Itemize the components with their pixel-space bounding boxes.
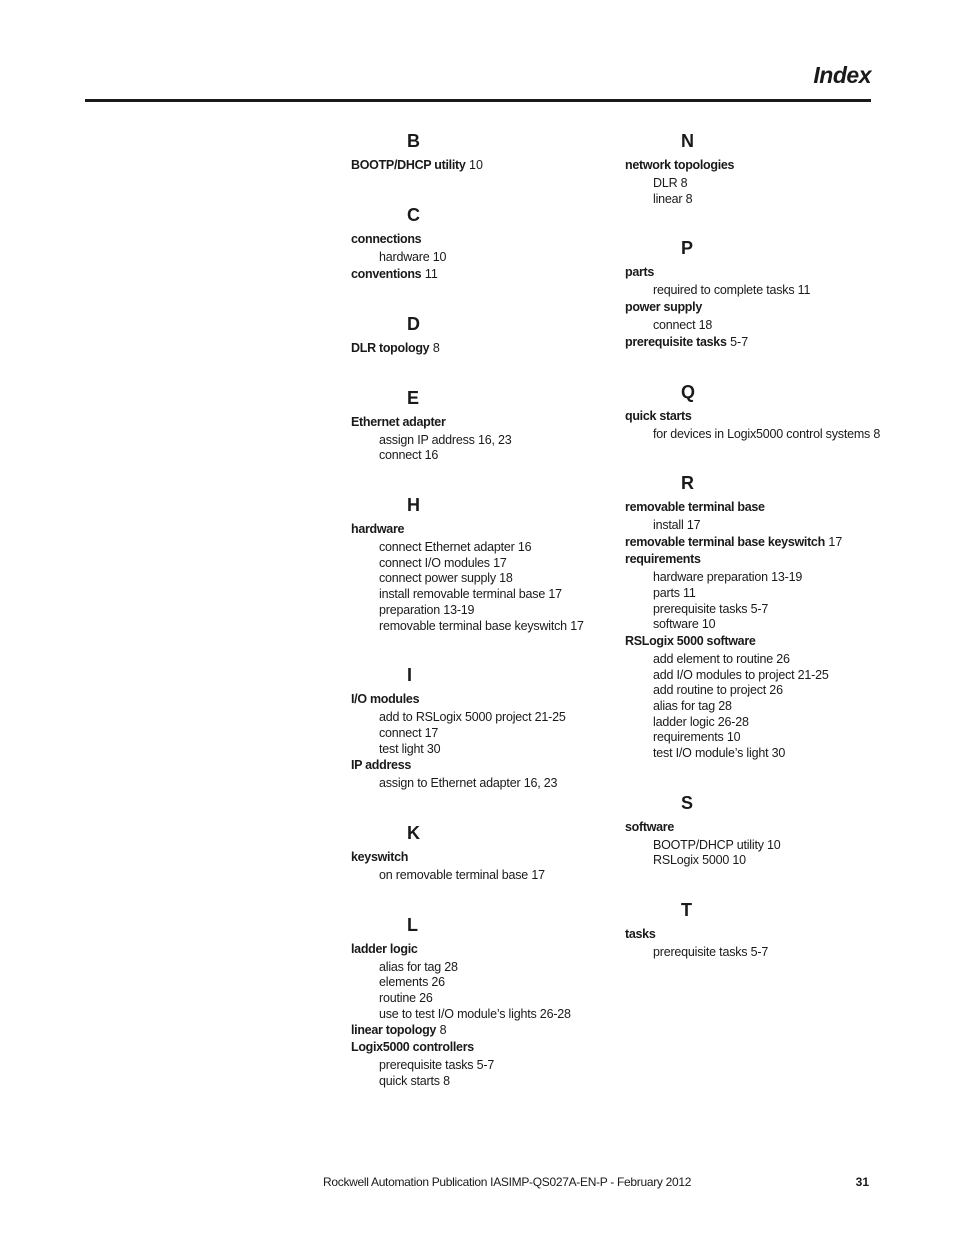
index-term: DLR topology [351,340,430,355]
index-term: hardware [351,522,405,537]
index-column-right [625,130,885,961]
index-entry [351,849,616,884]
index-term: software [625,819,675,834]
index-subentry[interactable]: connect 16 [379,448,439,463]
index-entry-head [351,414,616,431]
index-subentry[interactable]: install removable terminal base 17 [379,587,562,602]
index-term: requirements [625,552,701,567]
index-subentry-list [625,281,885,299]
section-letter: C [407,205,420,225]
index-subentry[interactable]: requirements 10 [653,730,741,745]
index-section-r [625,472,885,761]
index-subentry[interactable]: for devices in Logix5000 control systems 8 [653,426,881,441]
index-entry-head [625,499,885,516]
section-letter: K [407,822,420,843]
index-term: power supply [625,300,702,315]
index-subentry-list [625,650,885,762]
section-letter: E [407,387,420,408]
index-subentry[interactable]: routine 26 [379,991,433,1005]
section-letter: S [681,792,694,813]
index-term: network topologies [625,158,735,172]
index-subentry[interactable]: add routine to project 26 [653,683,783,698]
index-entry-head [625,299,885,316]
index-section-e [351,387,616,464]
index-entry-head [351,941,616,958]
index-subentry-list [351,958,616,1023]
index-entry [625,408,885,443]
index-entry [351,521,616,634]
index-term-pages[interactable]: 11 [424,266,438,281]
index-entry-head [625,819,885,836]
index-term: IP address [351,758,412,773]
section-letter: D [407,313,420,334]
index-term: I/O modules [351,692,420,707]
index-entry [625,334,885,351]
index-entry [351,231,616,266]
index-subentry-list [351,866,616,884]
index-subentry[interactable]: quick starts 8 [379,1074,450,1089]
index-subentry[interactable]: alias for tag 28 [379,959,458,974]
index-entry-head [625,926,885,943]
index-term: prerequisite tasks [625,334,727,349]
index-subentry[interactable]: test light 30 [379,741,441,756]
index-section-q [625,381,885,443]
index-entry [625,551,885,633]
index-subentry[interactable]: connect I/O modules 17 [379,555,507,570]
index-subentry[interactable]: connect 18 [653,318,713,333]
index-term: BOOTP/DHCP utility [351,158,466,172]
section-letter: Q [681,381,696,402]
index-entry [625,534,885,551]
index-term: removable terminal base [625,500,765,515]
index-section-h [351,494,616,634]
index-entry-head [625,633,885,650]
section-letter: N [681,131,694,151]
section-letter: I [407,665,413,686]
index-entry [351,340,616,357]
index-subentry[interactable]: linear 8 [653,191,693,206]
index-subentry-list [351,538,616,634]
index-entry [351,941,616,1023]
index-section-k [351,822,616,884]
index-entry [625,299,885,334]
index-subentry[interactable]: on removable terminal base 17 [379,867,545,882]
index-section-i [351,664,616,792]
section-letter: P [681,238,694,259]
index-subentry-list [625,516,885,534]
index-term: keyswitch [351,849,409,864]
index-entry-head [625,534,885,551]
index-subentry[interactable]: software 10 [653,617,716,632]
index-subentry-list [351,774,616,792]
index-subentry[interactable]: required to complete tasks 11 [653,283,811,298]
index-subentry-list [625,943,885,961]
index-subentry[interactable]: install 17 [653,518,701,533]
index-term-pages[interactable]: 8 [432,340,440,355]
index-term-pages[interactable]: 5-7 [730,334,749,349]
index-subentry[interactable]: elements 26 [379,975,445,990]
index-subentry[interactable]: add to RSLogix 5000 project 21-25 [379,710,566,725]
index-term: ladder logic [351,941,418,956]
index-term-pages[interactable]: 10 [469,158,483,172]
index-subentry-list [351,708,616,757]
index-subentry[interactable]: add element to routine 26 [653,651,790,666]
index-subentry[interactable]: assign IP address 16, 23 [379,432,512,447]
index-term: removable terminal base keyswitch [625,535,825,550]
index-term-pages[interactable]: 17 [828,535,843,550]
index-section-n [625,130,885,207]
section-letter: L [407,914,418,935]
index-entry [351,757,616,792]
section-letter: H [407,495,420,516]
index-entry [351,414,616,464]
index-subentry[interactable]: DLR 8 [653,176,688,190]
index-section-c [351,204,616,283]
index-entry [625,157,885,207]
index-entry-head [625,264,885,281]
index-entry-head [351,757,616,774]
index-subentry-list [625,836,885,869]
index-entry-head [625,157,885,174]
index-entry-head [351,691,616,708]
index-entry [625,819,885,869]
index-subentry[interactable]: hardware 10 [379,250,447,264]
index-section-b [351,130,616,174]
index-entry-head [351,231,616,248]
index-subentry[interactable]: test I/O module’s light 30 [653,746,786,760]
index-term: connections [351,232,422,246]
section-letter: T [681,900,692,921]
index-entry [351,1039,616,1089]
index-subentry-list [625,316,885,334]
index-entry-head [351,1039,616,1056]
index-subentry-list [351,431,616,464]
index-subentry[interactable]: alias for tag 28 [653,698,732,713]
index-subentry[interactable]: connect 17 [379,725,439,740]
index-subentry[interactable]: connect Ethernet adapter 16 [379,540,532,555]
index-entry-head [625,334,885,351]
index-section-d [351,313,616,357]
section-letter: B [407,131,420,151]
index-entry-head [351,849,616,866]
index-subentry[interactable]: assign to Ethernet adapter 16, 23 [379,776,558,791]
index-term: quick starts [625,408,692,423]
index-entry [351,157,616,174]
index-entry [625,926,885,961]
index-term: tasks [625,927,656,942]
index-term: Logix5000 controllers [351,1040,474,1055]
index-subentry[interactable]: prerequisite tasks 5-7 [653,945,769,960]
index-section-l [351,914,616,1090]
index-term: parts [625,265,655,280]
section-letter: R [681,473,694,494]
title-rule [85,99,871,102]
index-term: RSLogix 5000 software [625,633,756,648]
index-subentry-list [351,1056,616,1089]
index-entry [625,633,885,762]
index-subentry[interactable]: hardware preparation 13-19 [653,570,803,585]
index-column-left [351,130,616,1090]
index-entry-head [625,551,885,568]
index-entry-head [351,266,616,283]
index-subentry[interactable]: RSLogix 5000 10 [653,853,746,868]
index-subentry[interactable]: preparation 13-19 [379,602,475,617]
index-entry [351,691,616,757]
index-entry-head [351,157,616,174]
index-subentry[interactable]: connect power supply 18 [379,571,513,586]
index-entry-head [625,408,885,425]
index-subentry[interactable]: use to test I/O module’s lights 26-28 [379,1006,571,1021]
index-section-s [625,792,885,869]
index-subentry-list [625,174,885,207]
index-subentry[interactable]: parts 11 [653,585,696,600]
footer-publication: Rockwell Automation Publication IASIMP-QS027A-EN-P - February 2012 [323,1175,692,1189]
index-subentry-list [625,425,885,443]
index-term-pages[interactable]: 8 [439,1023,447,1038]
index-entry [625,499,885,534]
index-subentry[interactable]: ladder logic 26-28 [653,714,749,729]
index-subentry[interactable]: BOOTP/DHCP utility 10 [653,837,781,852]
index-entry-head [351,1022,616,1039]
page-title: Index [813,62,871,88]
index-section-t [625,899,885,961]
index-subentry-list [351,248,616,266]
index-entry-head [351,521,616,538]
index-entry-head [351,340,616,357]
index-subentry[interactable]: prerequisite tasks 5-7 [379,1058,495,1073]
index-subentry[interactable]: removable terminal base keyswitch 17 [379,618,584,633]
index-entry [351,266,616,283]
footer-page-number: 31 [855,1175,869,1189]
index-entry [351,1022,616,1039]
index-term: Ethernet adapter [351,414,446,429]
index-section-p [625,237,885,350]
index-term: linear topology [351,1023,437,1038]
index-term: conventions [351,266,422,281]
index-subentry[interactable]: prerequisite tasks 5-7 [653,601,769,616]
index-subentry[interactable]: add I/O modules to project 21-25 [653,667,829,682]
index-subentry-list [625,568,885,633]
index-entry [625,264,885,299]
